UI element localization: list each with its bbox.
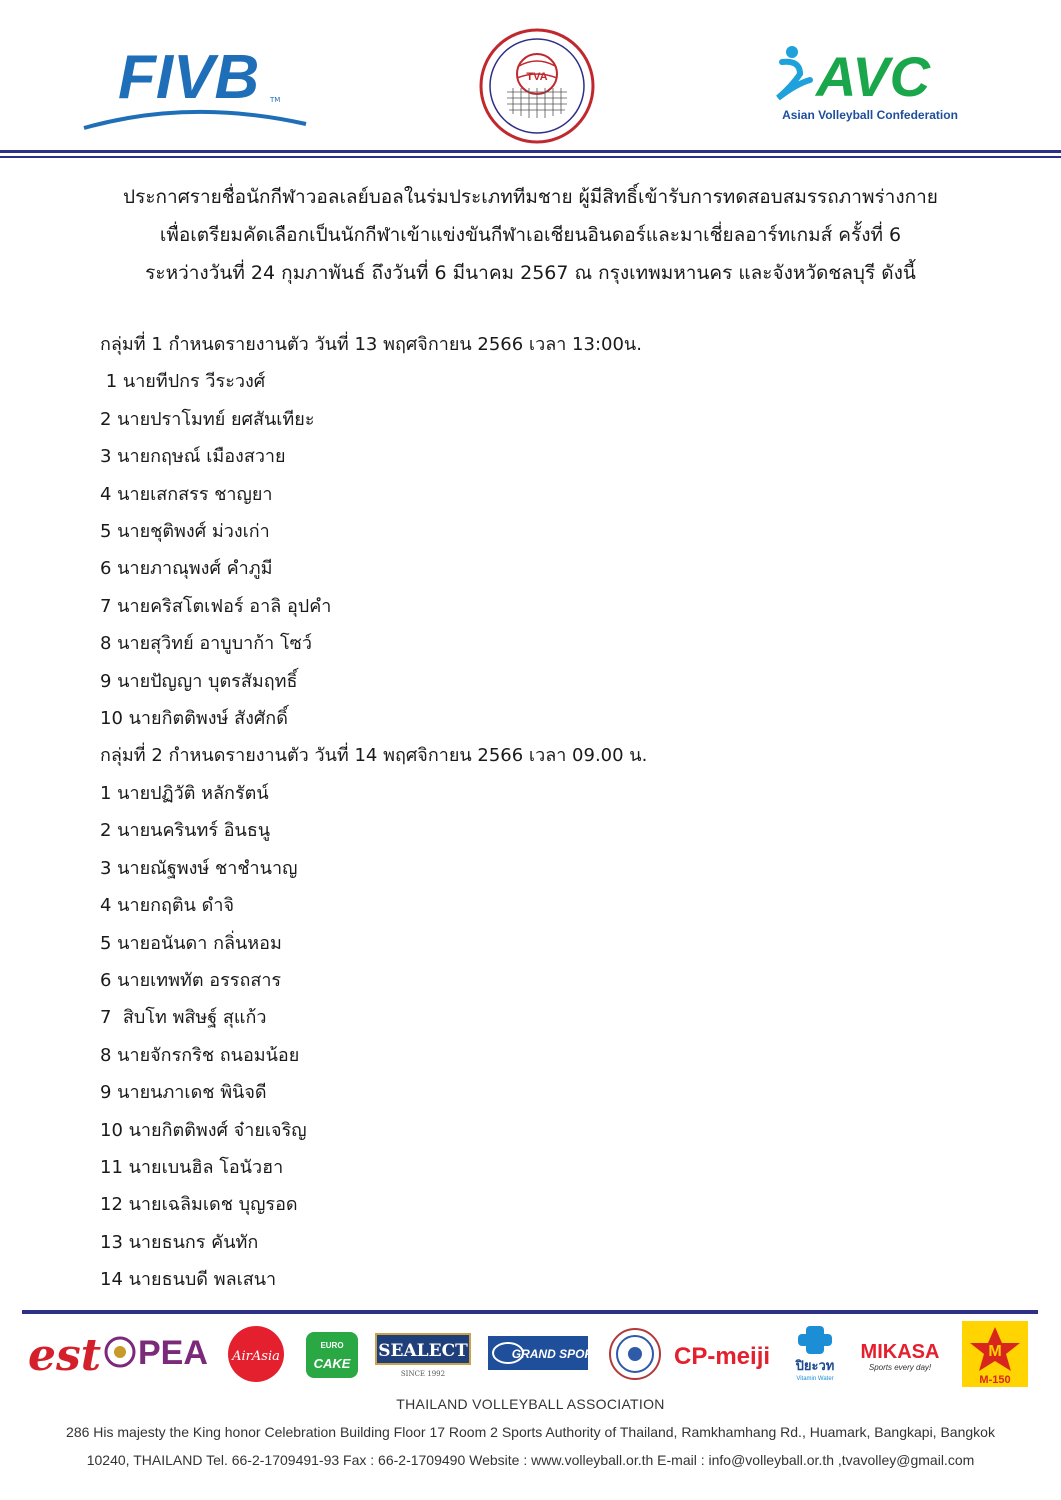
tva-logo [477,26,597,146]
list-item: 1 นายทีปกร วีระวงศ์ [100,371,266,393]
sponsor-logo-mikasa [852,1324,948,1384]
svg-text:Sports every day!: Sports every day! [868,1363,932,1372]
svg-text:CP-meiji: CP-meiji [674,1343,771,1370]
fivb-logo-text: FIVB [118,43,260,112]
footer-organization: THAILAND VOLLEYBALL ASSOCIATION [396,1396,665,1412]
svg-text:GRAND SPORT: GRAND SPORT [511,1347,601,1361]
list-item: 5 นายชุติพงศ์ ม่วงเก่า [100,521,270,543]
list-item: 6 นายเทพทัต อรรถสาร [100,969,282,991]
svg-text:EURO: EURO [320,1341,344,1350]
svg-text:M-150: M-150 [979,1374,1011,1386]
title-line: ระหว่างวันที่ 24 กุมภาพันธ์ ถึงวันที่ 6 มีนาคม 2567 ณ กรุงเทพมหานคร และจังหวัดชลบุรี ดังนี้ [145,262,916,284]
tva-logo-text: TVA [526,71,548,83]
list-item: 14 นายธนบดี พลเสนา [100,1269,277,1291]
sponsor-logo-pea [104,1324,216,1384]
sponsor-logo-seal [608,1324,662,1384]
title-line: ประกาศรายชื่อนักกีฬาวอลเลย์บอลในร่มประเภททีมชาย ผู้มีสิทธิ์เข้ารับการทดสอบสมรรถภาพร่างกาย [123,186,938,208]
list-item: 12 นายเฉลิมเดช บุญรอด [100,1194,298,1216]
list-item: 10 นายกิตติพงษ์ สังศักดิ์ [100,708,288,730]
list-item: 2 นายปราโมทย์ ยศสันเทียะ [100,408,315,430]
list-item: 8 นายจักรกริช ถนอมน้อย [100,1044,300,1066]
fivb-logo [80,40,310,135]
list-item: 9 นายปัญญา บุตรสัมฤทธิ์ [100,670,298,692]
list-item: 6 นายภาณุพงศ์ คำภูมี [100,558,273,580]
sponsor-logo-eurocake [304,1324,360,1384]
avc-logo [770,40,970,130]
sponsor-logo-m150 [960,1324,1030,1384]
sponsor-logo-sealect [374,1324,472,1384]
sponsor-logo-piyawat [784,1324,846,1384]
player-list [100,326,1000,1299]
list-item: 3 นายกฤษณ์ เมืองสวาย [100,446,286,468]
svg-text:TM: TM [270,96,281,104]
svg-text:MIKASA: MIKASA [860,1341,940,1363]
footer-address: 286 His majesty the King honor Celebration Building Floor 17 Room 2 Sports Authority of Thailand, Ramkhamhang Rd., Huamark, Bangkapi, Bangkok [66,1424,995,1440]
list-item: 3 นายณัฐพงษ์ ชาชำนาญ [100,857,298,879]
list-item: 7 นายคริสโตเฟอร์ อาลิ อุปคำ [100,595,332,617]
letterhead [0,0,1061,150]
list-item: 7 สิบโท พสิษฐ์ สุแก้ว [100,1007,267,1029]
title-line: เพื่อเตรียมคัดเลือกเป็นนักกีฬาเข้าแข่งขันกีฬาเอเชียนอินดอร์และมาเชี่ยลอาร์ทเกมส์ ครั้งที่ 6 [159,224,902,246]
svg-text:AirAsia: AirAsia [232,1349,280,1364]
sponsor-logo-cpmeiji [674,1324,778,1384]
list-item: 11 นายเบนฮิล โอนัวฮา [100,1156,284,1178]
list-item: 1 นายปฏิวัติ หลักรัตน์ [100,782,269,804]
sponsor-logo-est [26,1324,102,1384]
svg-text:ปิยะวท: ปิยะวท [795,1359,835,1374]
list-item: 8 นายสุวิทย์ อาบูบาก้า โซว์ [100,633,312,655]
list-item: 9 นายนภาเดช พินิจดี [100,1082,267,1104]
svg-text:Vitamin Water: Vitamin Water [796,1376,834,1382]
svg-text:SEALECT: SEALECT [378,1341,468,1361]
list-item: 4 นายเสกสรร ชาญยา [100,483,273,505]
sponsor-logo-grandsport [486,1324,601,1384]
footer-rule [22,1310,1038,1314]
list-item: 10 นายกิตติพงศ์ จ๋ายเจริญ [100,1119,307,1141]
svg-text:CAKE: CAKE [313,1356,351,1371]
svg-text:SINCE 1992: SINCE 1992 [400,1370,446,1378]
list-item: 2 นายนครินทร์ อินธนู [100,820,271,842]
announcement-title [0,178,1061,292]
header-rule [0,150,1061,162]
group-heading: กลุ่มที่ 1 กำหนดรายงานตัว วันที่ 13 พฤศจิกายน 2566 เวลา 13:00น. [100,334,642,355]
footer-contact: 10240, THAILAND Tel. 66-2-1709491-93 Fax : 66-2-1709490 Website : www.volleyball.or.th E-mail : info@volleyball.or.th ,tvavolley@gmail.com [86,1452,975,1468]
list-item: 4 นายกฤติน ดำจิ [100,895,234,917]
list-item: 13 นายธนกร คันทัก [100,1231,259,1253]
group-heading: กลุ่มที่ 2 กำหนดรายงานตัว วันที่ 14 พฤศจิกายน 2566 เวลา 09.00 น. [100,745,648,767]
sponsor-strip [22,1318,1038,1390]
avc-logo-text: AVC [816,45,931,108]
svg-text:M: M [988,1343,1002,1360]
svg-text:est: est [28,1330,102,1381]
svg-text:PEA: PEA [138,1334,208,1372]
list-item: 5 นายอนันดา กลิ่นหอม [100,932,282,954]
sponsor-logo-airasia [226,1324,286,1384]
avc-subtitle: Asian Volleyball Confederation [782,108,958,122]
